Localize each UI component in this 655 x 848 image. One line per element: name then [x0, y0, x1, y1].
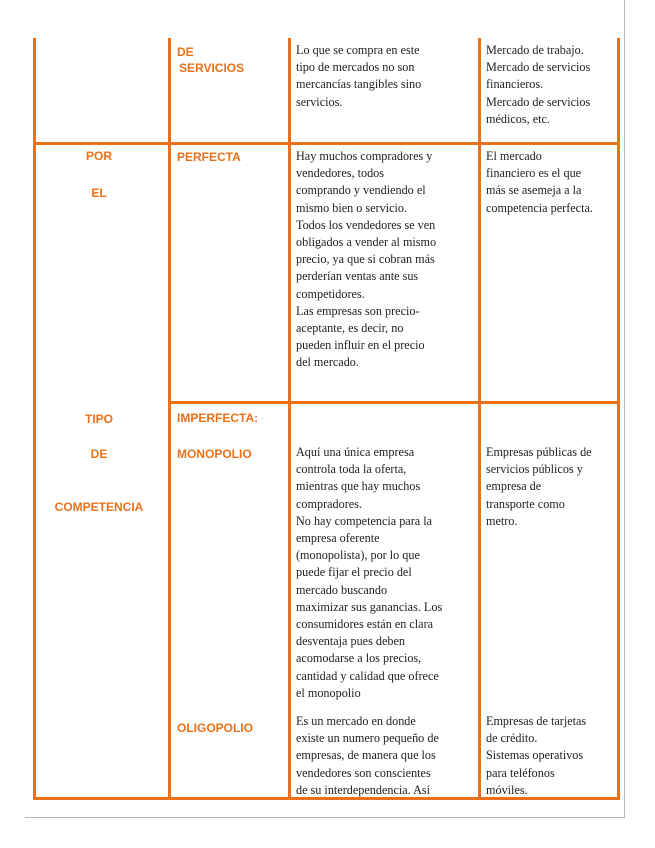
table-row-divider-2: [168, 401, 620, 404]
description-line: consumidores están en clara: [296, 617, 434, 632]
example-line: médicos, etc.: [486, 111, 550, 126]
table-divider-col3: [478, 38, 481, 800]
description-line: Lo que se compra en este: [296, 43, 420, 57]
example-line: para teléfonos: [486, 765, 555, 780]
description-line: Las empresas son precio-: [296, 303, 420, 318]
left-label-por: POR: [85, 149, 112, 163]
description-line: mientras que hay muchos: [296, 479, 421, 494]
description-line: servicios.: [296, 94, 343, 109]
example-line: Sistemas operativos: [486, 748, 584, 763]
description-line: Todos los vendedores se ven: [296, 217, 436, 232]
description-line: maximizar sus ganancias. Los: [296, 599, 443, 614]
description-line: compradores.: [296, 496, 362, 511]
table-row-divider-1: [33, 142, 620, 145]
table-divider-col2: [288, 38, 291, 800]
example-line: Mercado de servicios: [486, 60, 591, 75]
type-imperfecta-heading: IMPERFECTA:: [177, 411, 259, 425]
description-line: competidores.: [296, 286, 365, 301]
type-oligopolio: OLIGOPOLIO: [177, 721, 254, 735]
example-line: Mercado de servicios: [486, 94, 591, 109]
description-line: Aquí una única empresa: [296, 445, 415, 459]
description-line: mismo bien o servicio.: [296, 200, 408, 215]
servicios-description: [296, 42, 476, 111]
description-line: acomodarse a los precios,: [296, 651, 422, 666]
description-line: perderían ventas ante sus: [296, 269, 419, 284]
type-perfecta: PERFECTA: [177, 150, 241, 164]
description-line: pueden influir en el precio: [296, 338, 425, 353]
description-line: precio, ya que si cobran más: [296, 252, 435, 267]
example-line: financieros.: [486, 77, 544, 92]
example-line: Empresas de tarjetas: [486, 714, 587, 728]
oligopolio-description: [296, 713, 478, 799]
description-line: puede fijar el precio del: [296, 565, 412, 580]
description-line: del mercado.: [296, 355, 359, 370]
example-line: de crédito.: [486, 731, 538, 746]
table-border-left: [33, 38, 36, 800]
type-servicios: [177, 44, 285, 76]
example-line: Mercado de trabajo.: [486, 43, 584, 57]
description-line: Es un mercado en donde: [296, 714, 416, 728]
description-line: mercancías tangibles sino: [296, 77, 422, 92]
description-line: el monopolio: [296, 685, 361, 700]
type-servicios-line: DE: [177, 45, 194, 59]
description-line: obligados a vender al mismo: [296, 235, 437, 250]
description-line: cantidad y calidad que ofrece: [296, 668, 439, 683]
description-line: desventaja pues deben: [296, 634, 405, 649]
description-line: No hay competencia para la: [296, 513, 433, 528]
example-line: metro.: [486, 513, 518, 528]
description-line: aceptante, es decir, no: [296, 321, 404, 336]
example-line: empresa de: [486, 479, 542, 494]
oligopolio-examples: [486, 713, 616, 799]
document-page: [25, 0, 625, 818]
left-label-el: EL: [91, 186, 107, 200]
perfecta-examples: [486, 148, 616, 217]
example-line: El mercado: [486, 149, 542, 163]
type-monopolio: MONOPOLIO: [177, 447, 252, 461]
description-line: de su interdependencia. Así: [296, 782, 431, 797]
description-line: vendedores, todos: [296, 166, 385, 181]
description-line: controla toda la oferta,: [296, 462, 407, 477]
description-line: (monopolista), por lo que: [296, 548, 420, 563]
description-line: vendedores son conscientes: [296, 765, 431, 780]
description-line: existe un numero pequeño de: [296, 731, 439, 746]
example-line: competencia perfecta.: [486, 200, 593, 215]
description-line: empresas, de manera que los: [296, 748, 436, 763]
description-line: Hay muchos compradores y: [296, 149, 433, 163]
servicios-examples: [486, 42, 616, 128]
monopolio-description: [296, 444, 478, 702]
perfecta-description: [296, 148, 478, 372]
description-line: tipo de mercados no son: [296, 60, 415, 75]
description-line: mercado buscando: [296, 582, 388, 597]
example-line: financiero es el que: [486, 166, 582, 181]
left-label-competencia: COMPETENCIA: [54, 500, 144, 514]
description-line: comprando y vendiendo el: [296, 183, 426, 198]
example-line: más se asemeja a la: [486, 183, 582, 198]
type-servicios-line: SERVICIOS: [179, 61, 245, 75]
example-line: servicios públicos y: [486, 462, 583, 477]
example-line: Empresas públicas de: [486, 445, 592, 459]
table-divider-col1: [168, 38, 171, 800]
description-line: empresa oferente: [296, 531, 380, 546]
monopolio-examples: [486, 444, 618, 530]
example-line: móviles.: [486, 782, 528, 797]
left-label-de: DE: [90, 447, 108, 461]
example-line: transporte como: [486, 496, 565, 511]
left-label-tipo: TIPO: [84, 412, 113, 426]
table-border-right: [617, 38, 620, 800]
